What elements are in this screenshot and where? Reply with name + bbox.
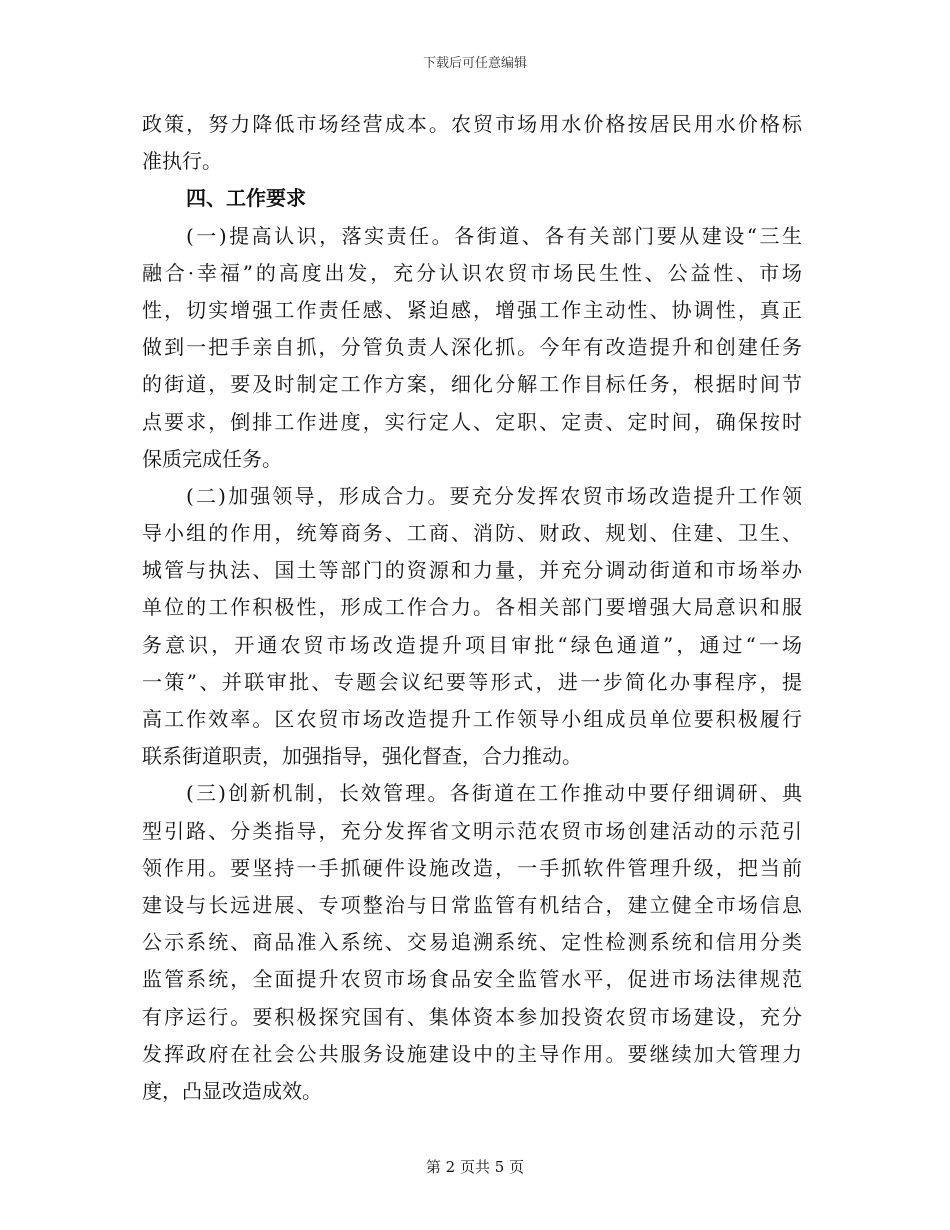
text-line: 发挥政府在社会公共服务设施建设中的主导作用。要继续加大管理力 [142, 1041, 802, 1066]
text-line: 度，凸显改造成效。 [142, 1078, 322, 1103]
text-line: 一策”、并联审批、专题会议纪要等形式，进一步简化办事程序，提 [142, 669, 802, 694]
text-line: 建设与长远进展、专项整治与日常监管有机结合，建立健全市场信息 [142, 892, 802, 917]
text-line: 务意识，开通农贸市场改造提升项目审批“绿色通道”，通过“一场 [142, 632, 802, 657]
text-line: 做到一把手亲自抓，分管负责人深化抓。今年有改造提升和创建任务 [142, 335, 802, 360]
section-heading: 四、工作要求 [186, 186, 306, 211]
text-line: 联系街道职责，加强指导，强化督查，合力推动。 [142, 744, 582, 769]
text-line: 城管与执法、国土等部门的资源和力量，并充分调动街道和市场举办 [142, 558, 802, 583]
text-line: 领作用。要坚持一手抓硬件设施改造，一手抓软件管理升级，把当前 [142, 855, 802, 880]
text-line: 单位的工作积极性，形成工作合力。各相关部门要增强大局意识和服 [142, 595, 802, 620]
text-line: 的街道，要及时制定工作方案，细化分解工作目标任务，根据时间节 [142, 372, 802, 397]
text-line: 公示系统、商品准入系统、交易追溯系统、定性检测系统和信用分类 [142, 930, 802, 955]
text-line: 准执行。 [142, 149, 222, 174]
text-line: 点要求，倒排工作进度，实行定人、定职、定责、定时间，确保按时 [142, 409, 802, 434]
text-line: 保质完成任务。 [142, 446, 282, 471]
text-line: 有序运行。要积极探究国有、集体资本参加投资农贸市场建设，充分 [142, 1004, 802, 1029]
document-body [142, 106, 802, 1110]
page-footer: 第 2 页共 5 页 [425, 1158, 525, 1176]
text-line: 融合·幸福”的高度出发，充分认识农贸市场民生性、公益性、市场 [142, 260, 802, 285]
text-line: (三)创新机制，长效管理。各街道在工作推动中要仔细调研、典 [186, 781, 802, 806]
text-line: 型引路、分类指导，充分发挥省文明示范农贸市场创建活动的示范引 [142, 818, 802, 843]
text-line: (二)加强领导，形成合力。要充分发挥农贸市场改造提升工作领 [186, 483, 802, 508]
page-header: 下载后可任意编辑 [422, 56, 527, 71]
text-line: 导小组的作用，统筹商务、工商、消防、财政、规划、住建、卫生、 [142, 521, 802, 546]
text-line: 性，切实增强工作责任感、紧迫感，增强工作主动性、协调性，真正 [142, 297, 802, 322]
text-line: 高工作效率。区农贸市场改造提升工作领导小组成员单位要积极履行 [142, 707, 802, 731]
text-line: 政策，努力降低市场经营成本。农贸市场用水价格按居民用水价格标 [142, 112, 802, 136]
text-line: (一)提高认识，落实责任。各街道、各有关部门要从建设“三生 [186, 223, 802, 248]
text-line: 监管系统，全面提升农贸市场食品安全监管水平，促进市场法律规范 [142, 967, 802, 992]
